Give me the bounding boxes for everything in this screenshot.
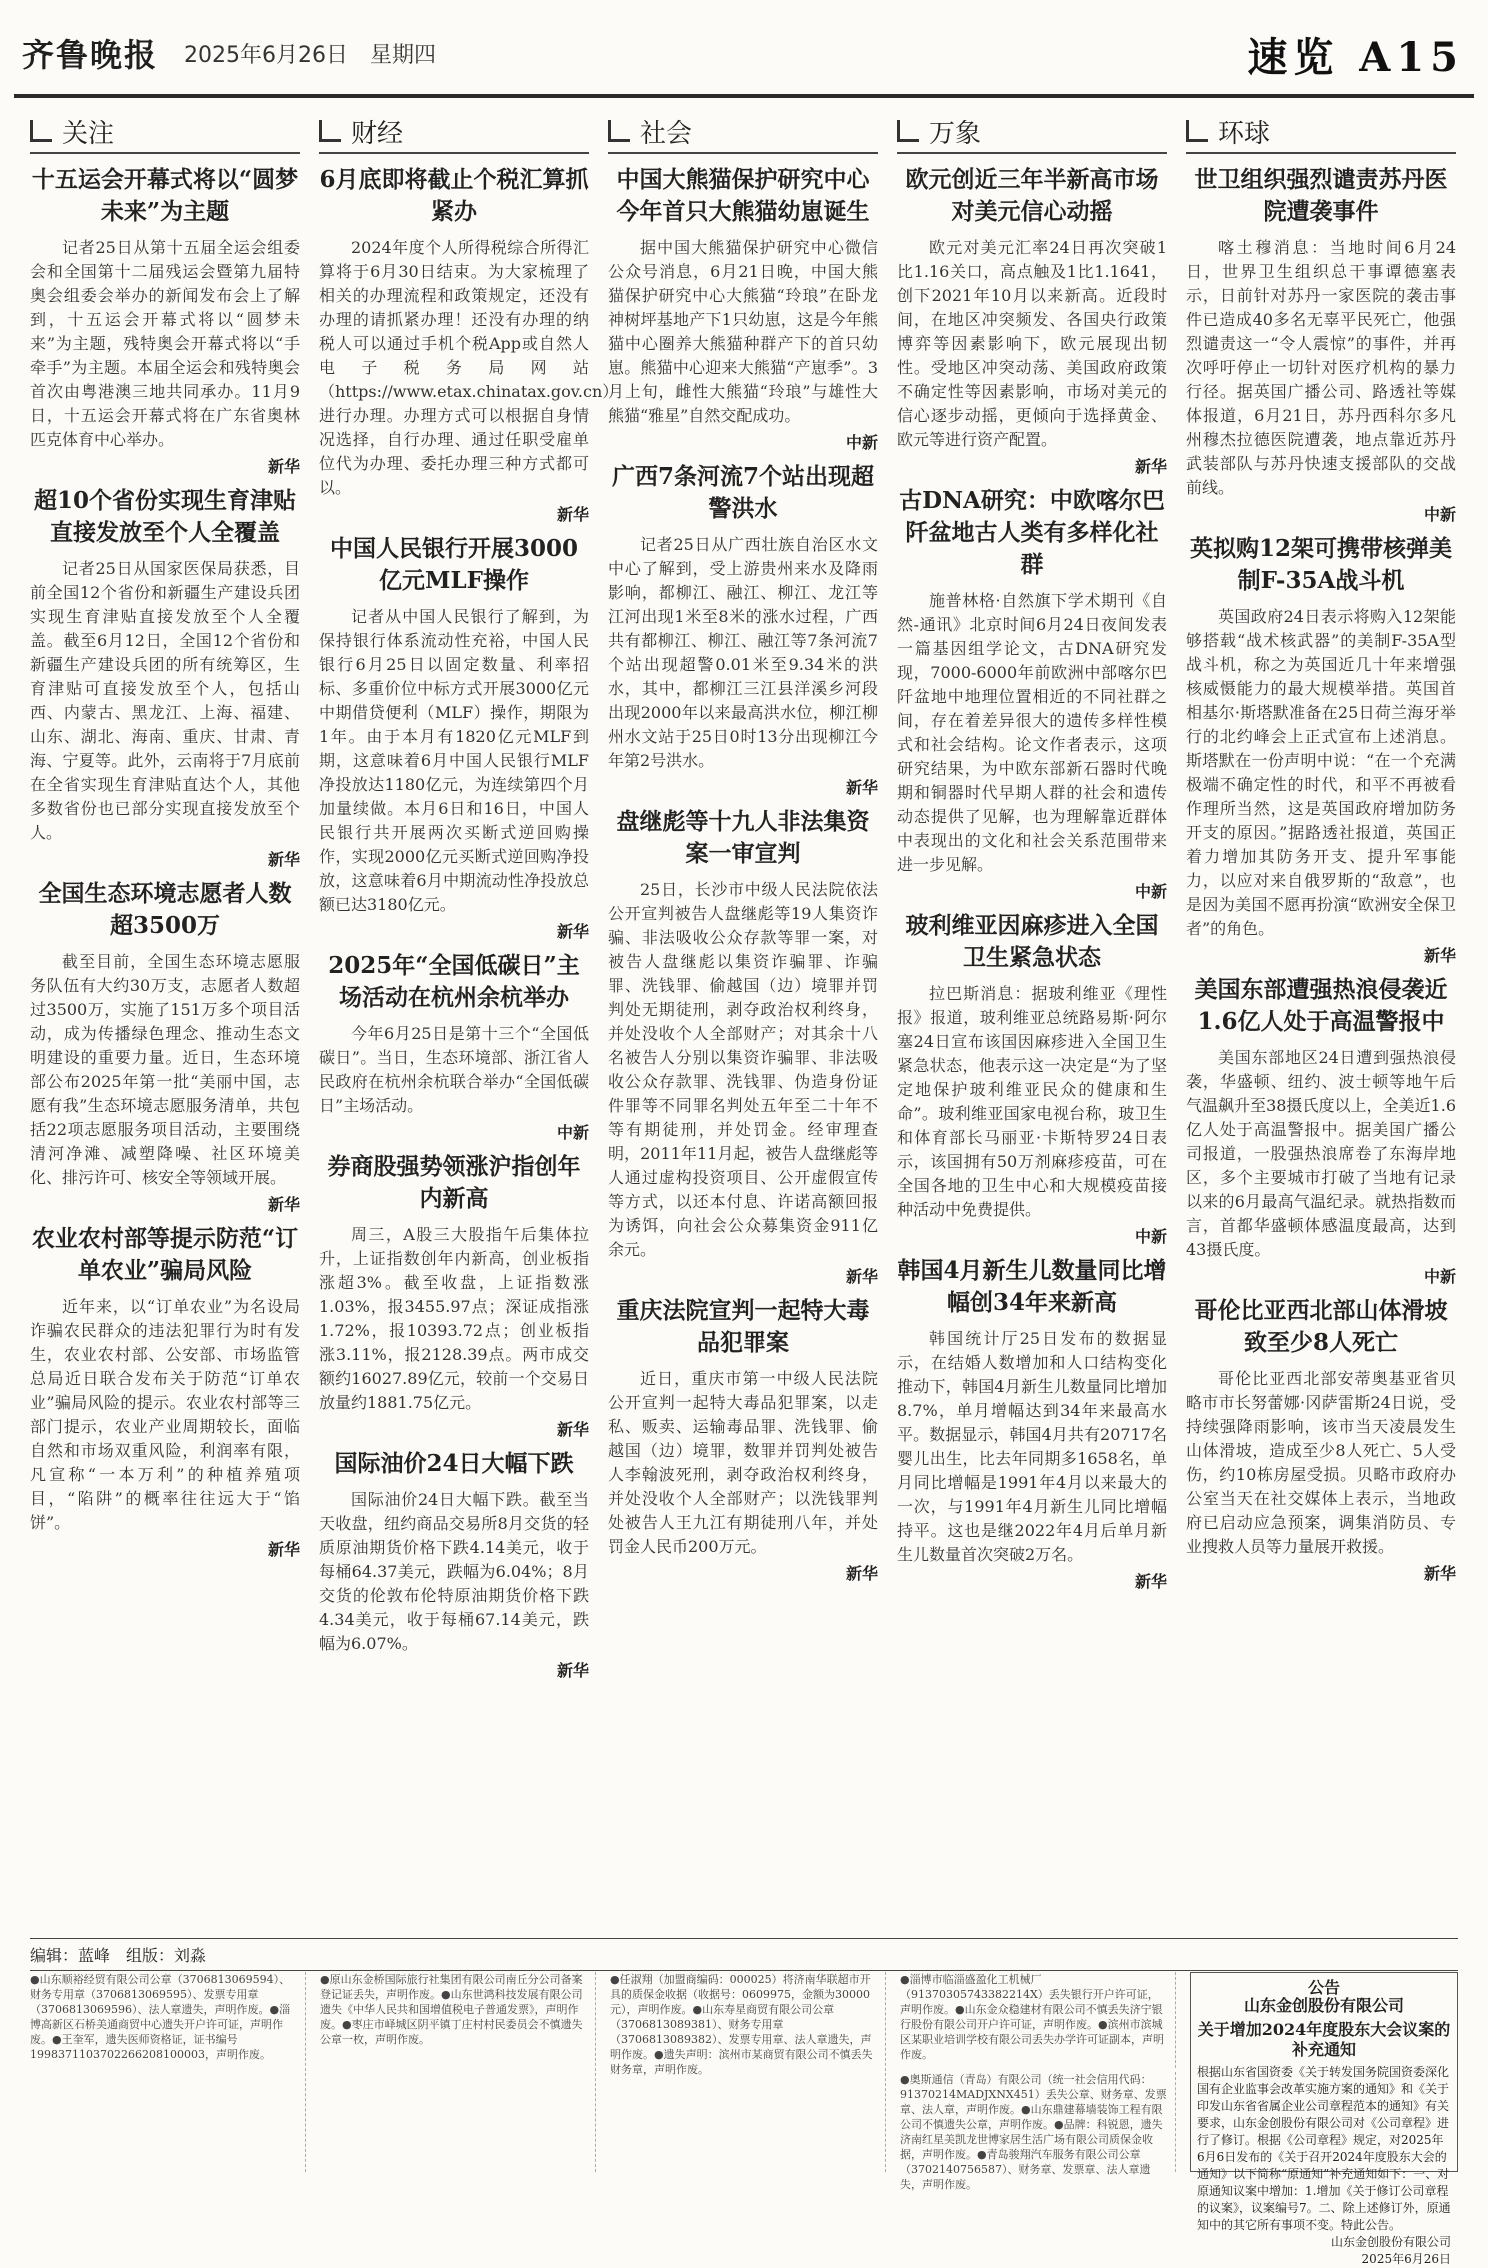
article-title: 玻利维亚因麻疹进入全国卫生紧急状态 xyxy=(905,912,1159,971)
corner-arrow-icon xyxy=(30,120,52,142)
column-header xyxy=(608,110,878,154)
article-title: 6月底即将截止个税汇算抓紧办 xyxy=(319,166,589,225)
article-title: 世卫组织强烈谴责苏丹医院遭袭事件 xyxy=(1194,166,1448,225)
article-source: 新华 xyxy=(845,1564,878,1583)
article-source: 新华 xyxy=(267,457,300,476)
article-body: 记者25日从广西壮族自治区水文中心了解到，受上游贵州来水及降雨影响，都柳江、融江、柳江、龙江等江河出现1米至8米的涨水过程，广西共有都柳江、柳江、融江等7条河流7个站出现超警0.01米至9.34米的洪水，其中，都柳江三江县洋溪乡河段出现2000年以来最高洪水位，柳江柳州水文站于25日0时13分出现柳江今年第2号洪水。 xyxy=(608,535,878,770)
column-header xyxy=(30,110,300,154)
article-title: 中国大熊猫保护研究中心今年首只大熊猫幼崽诞生 xyxy=(616,166,870,225)
article xyxy=(897,164,1167,477)
column-3 xyxy=(897,110,1167,1930)
article-body: 施普林格·自然旗下学术期刊《自然-通讯》北京时间6月24日夜间发表一篇基因组学论文，古DNA研究发现，7000-6000年前欧洲中部喀尔巴阡盆地中地理位置相近的不同社群之间，存在着差异很大的遗传多样性模式和社会结构。论文作者表示，这项研究结果，为中欧东部新石器时代晚期和铜器时代早期人群的社会和遗传动态提供了见解，也为理解靠近群体中表现出的文化和社会关系范围带来进一步见解。 xyxy=(897,591,1167,874)
article xyxy=(30,485,300,870)
notice-body: 根据山东省国资委《关于转发国务院国资委深化国有企业监事会改革实施方案的通知》和《关于印发山东省省属企业公司章程范本的通知》有关要求，山东金创股份有限公司对《公司章程》进行了修订。根据《公司章程》规定，对2025年6月6日发布的《关于召开2024年度股东大会的通知》以下简称“原通知”补充通知如下：一、对原通知议案中增加：1.增加《关于修订公司章程的议案》，议案编号7。二、除上述修订外，原通知中的其它所有事项不变。特此公告。 xyxy=(1197,2065,1451,2232)
article-body: 周三，A股三大股指午后集体拉升，上证指数创年内新高，创业板指涨超3%。截至收盘，上证指数涨1.03%，报3455.97点；深证成指涨1.72%，报10393.72点；创业板指涨3.11%，报2128.39点。两市成交额约16027.89亿元，较前一个交易日放量约1881.75亿元。 xyxy=(319,1225,589,1412)
article-source: 中新 xyxy=(1134,1227,1167,1246)
column-header xyxy=(897,110,1167,154)
article-source: 新华 xyxy=(267,1540,300,1559)
article-body: 25日，长沙市中级人民法院依法公开宣判被告人盘继彪等19人集资诈骗、非法吸收公众存款等罪一案，对被告人盘继彪以集资诈骗罪、诈骗罪、洗钱罪、偷越国（边）境罪并罚判处无期徒刑，剥夺政治权利终身，并处没收个人全部财产；对其余十八名被告人分别以集资诈骗罪、非法吸收公众存款罪、洗钱罪、伪造身份证件罪等不同罪名判处五年至二十年不等有期徒刑，并处罚金。经审理查明，2011年11月起，被告人盘继彪等人通过虚构投资项目、公开虚假宣传等方式，以还本付息、许诺高额回报为诱饵，向社会公众募集资金911亿余元。 xyxy=(608,880,878,1259)
article-body: 哥伦比亚西北部安蒂奥基亚省贝略市市长努蕾娜·冈萨雷斯24日说，受持续强降雨影响，该市当天凌晨发生山体滑坡，造成至少8人死亡、5人受伤，约10栋房屋受损。贝略市政府办公室当天在社交媒体上表示，当地政府已启动应急预案，调集消防员、专业搜救人员等力量展开救援。 xyxy=(1186,1369,1456,1556)
column-header xyxy=(1186,110,1456,154)
ad-column: ●原山东金桥国际旅行社集团有限公司南丘分公司备案登记证丢失，声明作废。●山东世鸿科技发展有限公司遗失《中华人民共和国增值税电子普通发票》，声明作废。●枣庄市峄城区阴平镇丁庄村村民委员会不慎遗失公章一枚，声明作废。 xyxy=(320,1972,596,2172)
article-body: 喀土穆消息：当地时间6月24日，世界卫生组织总干事谭德塞表示，日前针对苏丹一家医院的袭击事件已造成40多名无辜平民死亡，他强烈谴责这一“令人震惊”的事件，并再次呼吁停止一切针对医疗机构的暴力行径。据英国广播公司、路透社等媒体报道，6月21日，苏丹西科尔多凡州穆杰拉德医院遭袭，地点靠近苏丹武装部队与苏丹快速支援部队的交战前线。 xyxy=(1186,238,1456,497)
article-title: 美国东部遭强热浪侵袭近1.6亿人处于高温警报中 xyxy=(1194,976,1448,1035)
article-source: 中新 xyxy=(1134,882,1167,901)
notice-header: 公告 xyxy=(1307,1978,1340,1997)
article-source: 新华 xyxy=(556,505,589,524)
article-body: 拉巴斯消息：据玻利维亚《理性报》报道，玻利维亚总统路易斯·阿尔塞24日宣布该国因麻疹进入全国卫生紧急状态，他表示这一决定是“为了坚定地保护玻利维亚民众的健康和生命”。玻利维亚国家电视台称，玻卫生和体育部长马丽亚·卡斯特罗24日表示，该国拥有50万剂麻疹疫苗，可在全国各地的卫生中心和大规模疫苗接种活动中免费提供。 xyxy=(897,984,1167,1219)
ad-column: ●淄博市临淄盛盈化工机械厂（91370305743382214X）丢失银行开户许可证，声明作废。●山东金众稳建材有限公司不慎丢失济宁银行股份有限公司开户许可证，声明作废。●滨州市滨城区某职业培训学校有限公司丢失办学许可证副本，声明作废。 xyxy=(900,1972,1176,2068)
article-title: 英拟购12架可携带核弹美制F-35A战斗机 xyxy=(1189,535,1452,594)
article-title: 韩国4月新生儿数量同比增幅创34年来新高 xyxy=(897,1257,1167,1316)
article-title: 哥伦比亚西北部山体滑坡致至少8人死亡 xyxy=(1194,1297,1448,1356)
article-body: 记者从中国人民银行了解到，为保持银行体系流动性充裕，中国人民银行6月25日以固定数量、利率招标、多重价位中标方式开展3000亿元中期借贷便利（MLF）操作，期限为1年。由于本月有1820亿元MLF到期，这意味着6月中国人民银行MLF净投放达1180亿元，为连续第四个月加量续做。本月6日和16日，中国人民银行共开展两次买断式逆回购操作，实现2000亿元买断式逆回购净投放，这意味着6月中期流动性净投放总额已达3180亿元。 xyxy=(319,607,589,914)
article-source: 新华 xyxy=(1134,457,1167,476)
article-source: 新华 xyxy=(556,1420,589,1439)
article xyxy=(608,1295,878,1584)
article-title: 十五运会开幕式将以“圆梦未来”为主题 xyxy=(31,166,299,225)
ad-column: ●山东顺裕经贸有限公司公章（3706813069594）、财务专用章（3706813069595）、发票专用章（3706813069596）、法人章遗失，声明作废。●淄博高新区石桥美通商贸中心遗失开户许可证，声明作废。●王奎军，遗失医师资格证，证书编号1998371103702266208100003，声明作废。 xyxy=(30,1972,306,2172)
article-source: 新华 xyxy=(1423,1564,1456,1583)
shareholder-notice xyxy=(1190,1972,1458,2266)
notice-sign: 山东金创股份有限公司 xyxy=(1330,2235,1451,2249)
column-0 xyxy=(30,110,300,1930)
article-body: 记者25日从国家医保局获悉，目前全国12个省份和新疆生产建设兵团实现生育津贴直接发放至个人全覆盖。截至6月12日，全国12个省份和新疆生产建设兵团的所有统筹区，生育津贴可直接发放至个人，包括山西、内蒙古、黑龙江、上海、福建、山东、湖北、海南、重庆、甘肃、青海、宁夏等。此外，云南将于7月底前在全省实现生育津贴直达个人，其他多数省份也已部分实现直接发放至个人。 xyxy=(30,559,300,842)
column-header-label: 关注 xyxy=(62,118,115,149)
article-body: 近年来，以“订单农业”为名设局诈骗农民群众的违法犯罪行为时有发生，农业农村部、公安部、市场监管总局近日联合发布关于防范“订单农业”骗局风险的提示。农业农村部等三部门提示，农业产业周期较长，面临自然和市场双重风险，利润率有限，凡宣称“一本万利”的种植养殖项目，“陷阱”的概率往往远大于“馅饼”。 xyxy=(30,1297,300,1532)
corner-arrow-icon xyxy=(1186,120,1208,142)
article-source: 中新 xyxy=(845,433,878,452)
article xyxy=(319,1151,589,1440)
article-source: 中新 xyxy=(556,1123,589,1142)
issue-date: 2025年6月26日 星期四 xyxy=(184,43,436,68)
article-body: 今年6月25日是第十三个“全国低碳日”。当日，生态环境部、浙江省人民政府在杭州余杭联合举办“全国低碳日”主场活动。 xyxy=(319,1024,589,1115)
notice-company: 山东金创股份有限公司 xyxy=(1243,1996,1404,2015)
article xyxy=(608,164,878,453)
article xyxy=(897,1255,1167,1592)
article-body: 国际油价24日大幅下跌。截至当天收盘，纽约商品交易所8月交货的轻质原油期货价格下跌4.14美元，收于每桶64.37美元，跌幅为6.04%；8月交货的伦敦布伦特原油期货价格下跌4.34美元，收于每桶67.14美元，跌幅为6.07%。 xyxy=(319,1490,589,1653)
corner-arrow-icon xyxy=(897,120,919,142)
page-section: 速览 A15 xyxy=(1247,34,1464,81)
article-source: 新华 xyxy=(267,1195,300,1214)
article xyxy=(1186,533,1456,966)
article xyxy=(897,910,1167,1247)
article-title: 盘继彪等十九人非法集资案一审宣判 xyxy=(616,808,870,867)
article xyxy=(319,533,589,942)
news-columns xyxy=(30,110,1458,1930)
article-source: 新华 xyxy=(1134,1572,1167,1591)
article-body: 记者25日从第十五届全运会组委会和全国第十二届残运会暨第九届特奥会组委会举办的新闻发布会上了解到，十五运会开幕式将以“圆梦未来”为主题，残特奥会开幕式将以“手牵手”为主题。本届全运会和残特奥会首次由粤港澳三地共同承办。11月9日，十五运会开幕式将在广东省奥林匹克体育中心举办。 xyxy=(30,238,300,449)
article-body: 2024年度个人所得税综合所得汇算将于6月30日结束。为大家梳理了相关的办理流程和政策规定，还没有办理的请抓紧办理！还没有办理的纳税人可以通过手机个税App或自然人电子税务局网站（https://www.etax.chinatax.gov.cn）进行办理。办理方式可以根据自身情况选择，自行办理、通过任职受雇单位代为办理、委托办理三种方式都可以。 xyxy=(319,238,619,497)
article-title: 古DNA研究：中欧喀尔巴阡盆地古人类有多样化社群 xyxy=(899,487,1165,578)
article xyxy=(30,1223,300,1560)
newspaper-logo: 齐鲁晚报 xyxy=(22,36,159,74)
article-source: 新华 xyxy=(1423,946,1456,965)
article xyxy=(30,878,300,1215)
column-header-label: 环球 xyxy=(1218,118,1271,149)
article xyxy=(30,164,300,477)
article-title: 国际油价24日大幅下跌 xyxy=(334,1450,574,1477)
article-source: 新华 xyxy=(556,1661,589,1680)
article-body: 据中国大熊猫保护研究中心微信公众号消息，6月21日晚，中国大熊猫保护研究中心大熊猫“玲琅”在卧龙神树坪基地产下1只幼崽，这是今年熊猫中心圈养大熊猫种群产下的首只幼崽。熊猫中心迎来大熊猫“产崽季”。3月上旬，雌性大熊猫“玲琅”与雄性大熊猫“雅星”自然交配成功。 xyxy=(608,238,878,425)
article-source: 新华 xyxy=(267,850,300,869)
column-header-label: 社会 xyxy=(640,118,693,149)
article-body: 英国政府24日表示将购入12架能够搭载“战术核武器”的美制F-35A型战斗机，称之为英国近几十年来增强核威慑能力的最大规模举措。英国首相基尔·斯塔默准备在25日荷兰海牙举行的北约峰会上正式宣布上述消息。斯塔默在一份声明中说：“在一个充满极端不确定性的时代，和平不再被看作理所当然，这是英国政府增加防务开支的原因。”据路透社报道，英国正着力增加其防务开支、提升军事能力，以应对来自俄罗斯的“敌意”，也是因为美国不愿再扮演“欧洲安全保卫者”的角色。 xyxy=(1186,607,1456,938)
article-source: 中新 xyxy=(1423,505,1456,524)
article xyxy=(1186,164,1456,525)
article-title: 券商股强势领涨沪指创年内新高 xyxy=(327,1153,581,1212)
editor-line: 编辑：蓝峰 组版：刘淼 xyxy=(30,1938,1458,1971)
article xyxy=(319,950,589,1143)
article-title: 重庆法院宣判一起特大毒品犯罪案 xyxy=(616,1297,870,1356)
column-1 xyxy=(319,110,619,1930)
article xyxy=(608,806,878,1287)
article-title: 超10个省份实现生育津贴直接发放至个人全覆盖 xyxy=(33,487,296,546)
notice-title: 关于增加2024年度股东大会议案的补充通知 xyxy=(1197,2020,1451,2059)
article-title: 农业农村部等提示防范“订单农业”骗局风险 xyxy=(31,1225,299,1284)
column-header-label: 万象 xyxy=(929,118,982,149)
article-source: 新华 xyxy=(845,1267,878,1286)
article-body: 截至目前，全国生态环境志愿服务队伍有大约30万支，志愿者人数超过3500万，实施了151万多个项目活动，成为传播绿色理念、推动生态文明建设的重要力量。近日，生态环境部公布2025年第一批“美丽中国，志愿有我”生态环境志愿服务清单，共包括22项志愿服务项目活动，主要围绕清河净滩、减塑降噪、社区环境美化、排污许可、核安全等领域开展。 xyxy=(30,952,300,1187)
corner-arrow-icon xyxy=(319,120,341,142)
article xyxy=(319,164,619,525)
article xyxy=(897,485,1167,902)
article-title: 欧元创近三年半新高市场对美元信心动摇 xyxy=(905,166,1159,225)
article-title: 广西7条河流7个站出现超警洪水 xyxy=(611,463,874,522)
article-body: 近日，重庆市第一中级人民法院公开宣判一起特大毒品犯罪案，以走私、贩卖、运输毒品罪、洗钱罪、偷越国（边）境罪，数罪并罚判处被告人李翰波死刑，剥夺政治权利终身，并处没收个人全部财产；以洗钱罪判处被告人王九江有期徒刑八年，并处罚金人民币200万元。 xyxy=(608,1369,878,1556)
article xyxy=(608,461,878,798)
column-4 xyxy=(1186,110,1456,1930)
article-source: 新华 xyxy=(845,778,878,797)
article-title: 全国生态环境志愿者人数超3500万 xyxy=(38,880,292,939)
column-header-label: 财经 xyxy=(351,118,404,149)
notice-date: 2025年6月26日 xyxy=(1361,2252,1451,2266)
masthead xyxy=(14,8,1474,98)
article-source: 中新 xyxy=(1423,1267,1456,1286)
article-body: 韩国统计厅25日发布的数据显示，在结婚人数增加和人口结构变化推动下，韩国4月新生儿数量同比增加8.7%，单月增幅达到34年来最高水平。数据显示，韩国4月共有20717名婴儿出生，比去年同期多1658名，单月同比增幅是1991年4月以来最大的一次，与1991年4月新生儿同比增幅持平。这也是继2022年4月后单月新生儿数量首次突破2万名。 xyxy=(897,1329,1167,1564)
article xyxy=(1186,1295,1456,1584)
corner-arrow-icon xyxy=(608,120,630,142)
ad-column-extra: ●奥斯通信（青岛）有限公司（统一社会信用代码：91370214MADJXNX451）丢失公章、财务章、发票章、法人章，声明作废。●山东鼎建幕墙装饰工程有限公司不慎遗失公章，声明作废。●品牌：科锐恩，遗失济南红星美凯龙世博家居生活广场有限公司质保金收据，声明作废。●青岛骏翔汽车服务有限公司公章（3702140756587）、财务章、发票章、法人章遗失，声明作废。 xyxy=(900,2072,1176,2172)
article xyxy=(1186,974,1456,1287)
article-title: 2025年“全国低碳日”主场活动在杭州余杭举办 xyxy=(328,952,580,1011)
article-body: 美国东部地区24日遭到强热浪侵袭，华盛顿、纽约、波士顿等地午后气温飙升至38摄氏度以上，全美近1.6亿人处于高温警报中。据美国广播公司报道，一股强热浪席卷了东海岸地区，多个主要城市打破了当地有记录以来的6月最高气温纪录。就热指数而言，首都华盛顿体感温度最高，达到43摄氏度。 xyxy=(1186,1048,1456,1259)
article-body: 欧元对美元汇率24日再次突破1比1.16关口，高点触及1比1.1641，创下2021年10月以来新高。近段时间，在地区冲突频发、各国央行政策博弈等因素影响下，欧元展现出韧性。受地区冲突动荡、美国政府政策不确定性等因素影响，市场对美元的信心逐步动摇，更倾向于选择黄金、欧元等进行资产配置。 xyxy=(897,238,1167,449)
article-title: 中国人民银行开展3000亿元MLF操作 xyxy=(329,535,578,594)
column-header xyxy=(319,110,589,154)
article xyxy=(319,1448,589,1681)
column-2 xyxy=(608,110,878,1930)
article-source: 新华 xyxy=(556,922,589,941)
ad-column: ●任淑翔（加盟商编码：000025）将济南华联超市开具的质保金收据（收据号：0609975，金额为30000元），声明作废。●山东寿星商贸有限公司公章（3706813089381）、财务专用章（3706813089382）、发票专用章、法人章遗失，声明作废。●遗失声明：滨州市某商贸有限公司不慎丢失财务章，声明作废。 xyxy=(610,1972,886,2172)
